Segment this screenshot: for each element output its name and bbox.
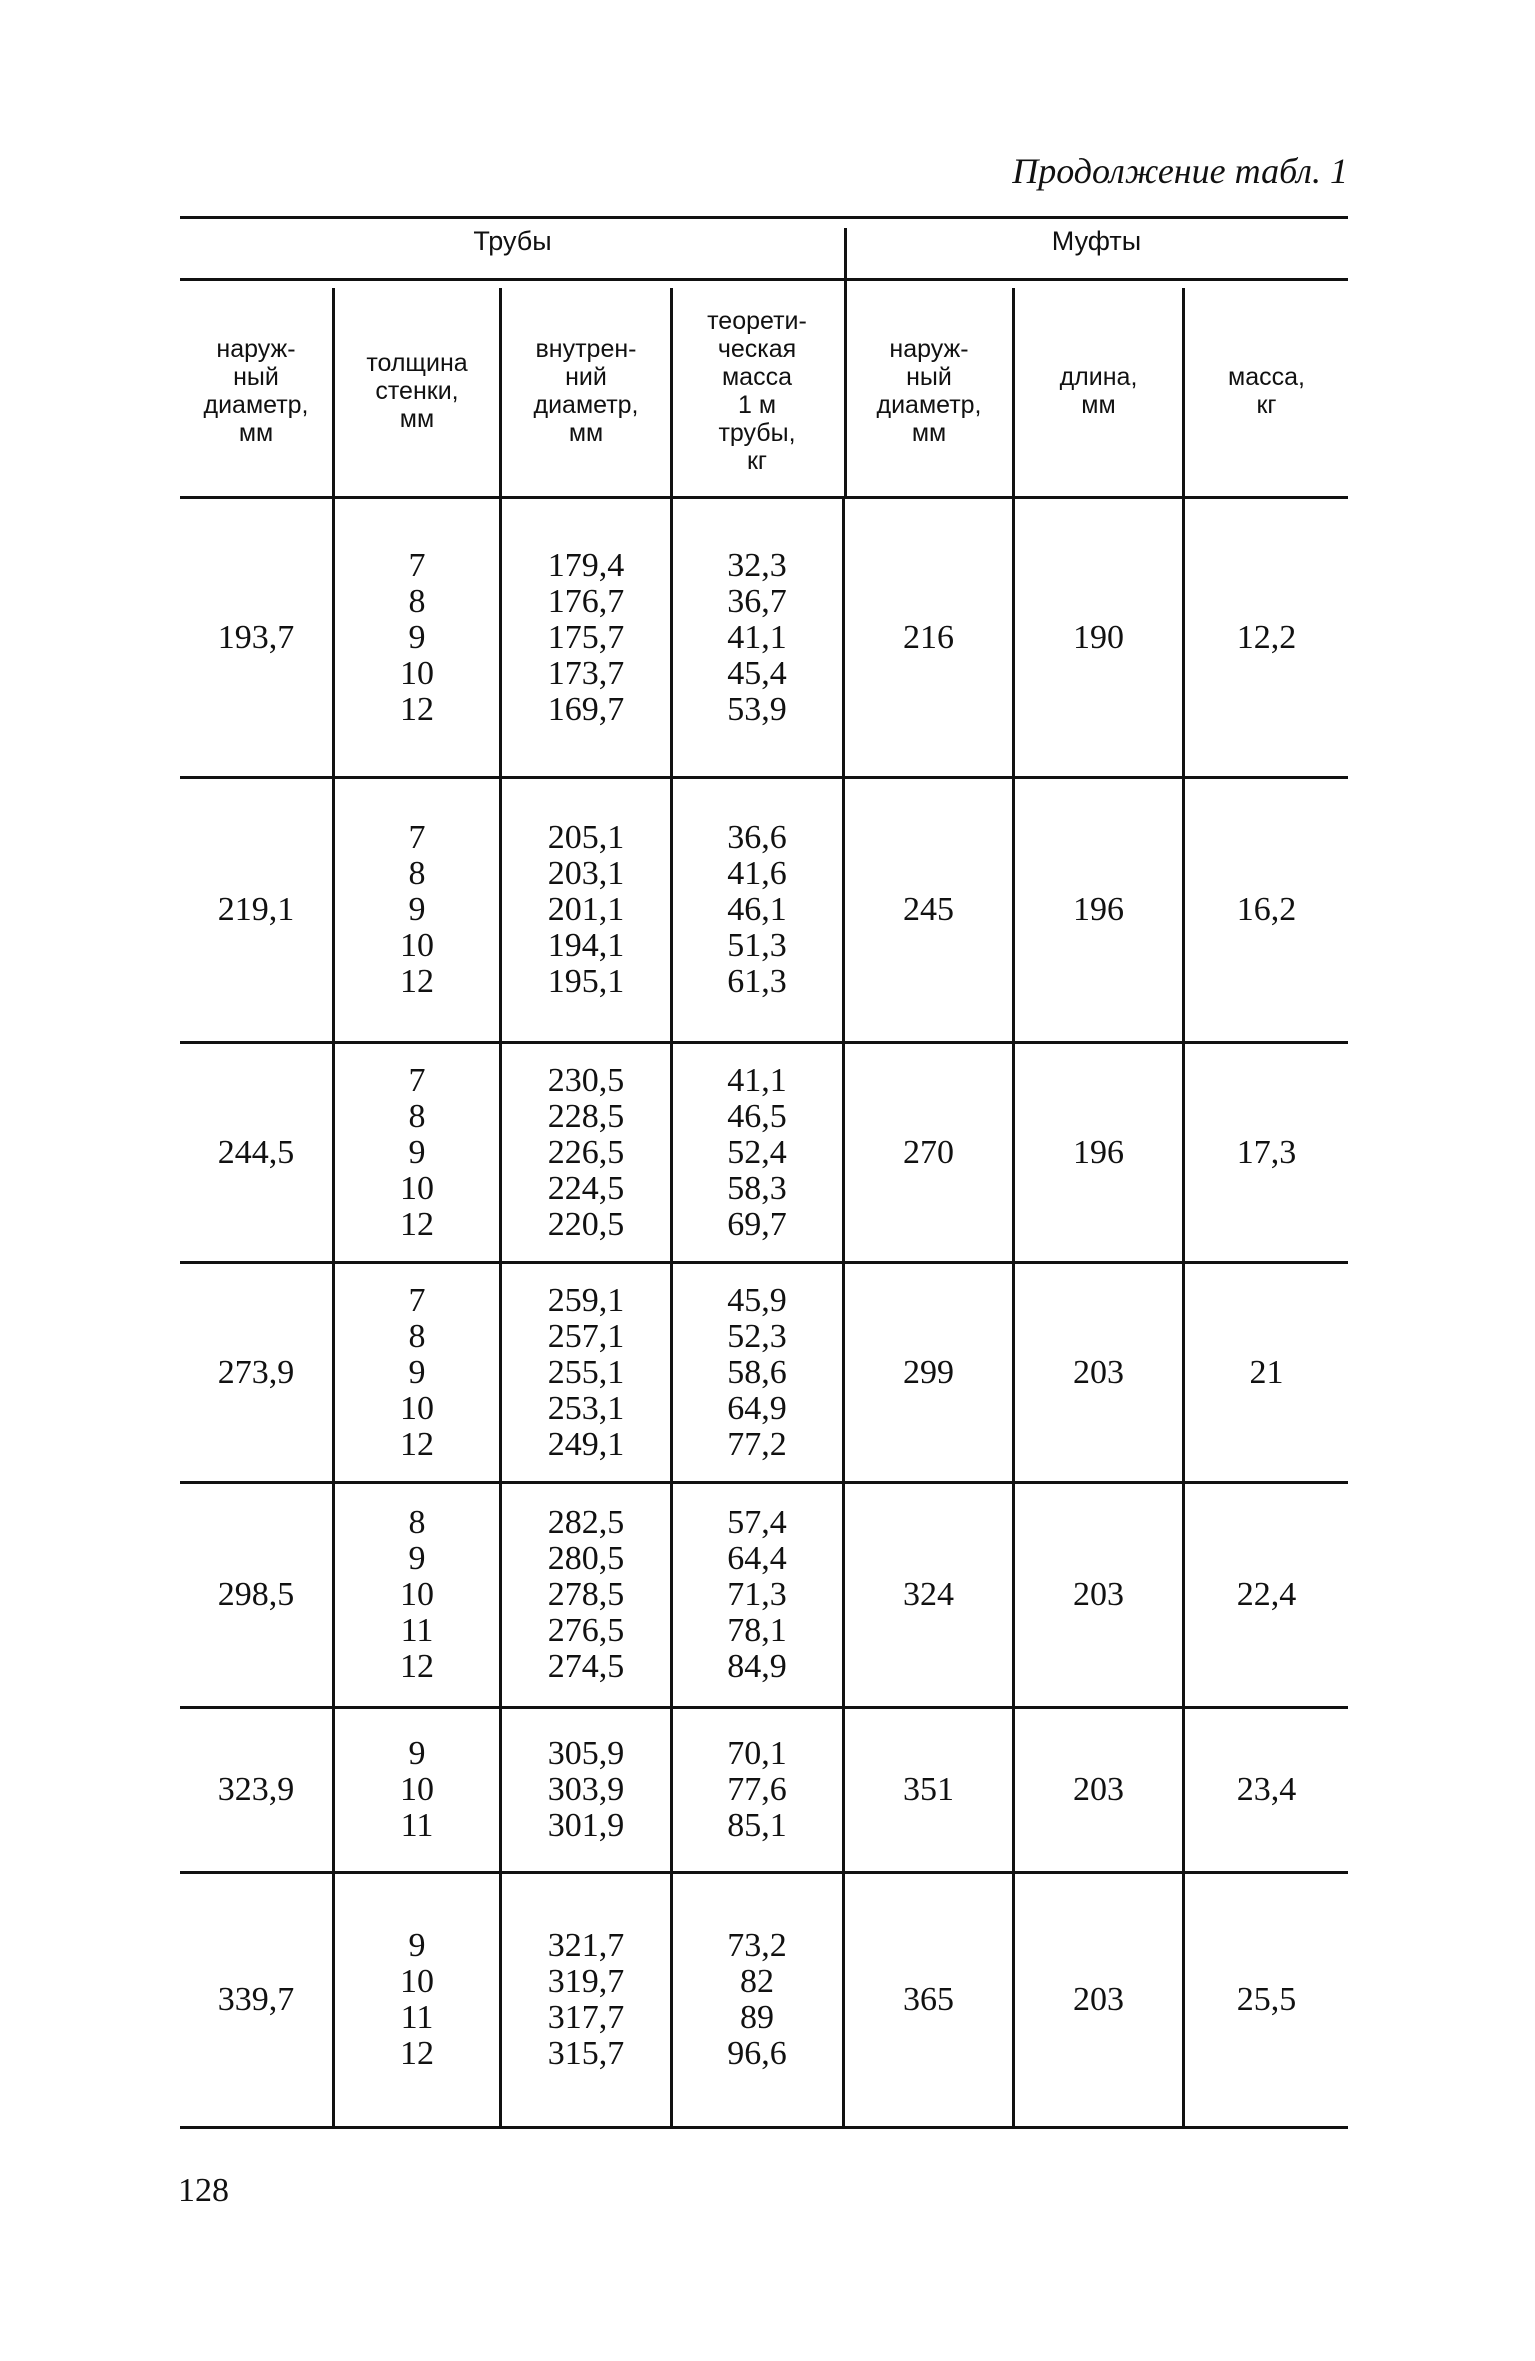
header-divider	[499, 288, 502, 496]
col-theoretical-mass: теорети- ческая масса 1 м трубы, кг	[707, 307, 807, 475]
cell-outer-diameter: 273,9	[217, 1353, 295, 1391]
table-row	[180, 779, 1348, 1041]
cell-theoretical-mass: 36,6 41,6 46,1 51,3 61,3	[727, 819, 787, 1000]
cell-coupling-length: 196	[1073, 891, 1124, 928]
cell-theoretical-mass: 45,9 52,3 58,6 64,9 77,2	[727, 1281, 787, 1463]
column-divider	[499, 499, 502, 2126]
cell-outer-diameter: 339,7	[217, 1981, 295, 2018]
cell-coupling-mass: 23,4	[1236, 1771, 1297, 1808]
table-caption: Продолжение табл. 1	[1012, 151, 1348, 191]
table-row	[180, 1484, 1348, 1706]
cell-wall-thickness: 8 9 10 11 12	[400, 1504, 434, 1685]
column-divider	[842, 499, 845, 2126]
page-number: 128	[178, 2172, 229, 2209]
table-row	[180, 1044, 1348, 1261]
header-divider	[1012, 288, 1015, 496]
cell-inner-diameter: 205,1 203,1 201,1 194,1 195,1	[547, 819, 625, 1000]
cell-coupling-length: 203	[1073, 1981, 1124, 2018]
cell-inner-diameter: 282,5 280,5 278,5 276,5 274,5	[547, 1504, 625, 1685]
header-divider	[670, 288, 673, 496]
cell-outer-diameter: 193,7	[217, 618, 295, 656]
table-row	[180, 499, 1348, 776]
cell-theoretical-mass: 41,1 46,5 52,4 58,3 69,7	[727, 1061, 787, 1243]
table-row	[180, 1874, 1348, 2126]
cell-coupling-outer: 299	[903, 1353, 954, 1391]
header-divider	[332, 288, 335, 496]
cell-theoretical-mass: 73,2 82 89 96,6	[727, 1927, 787, 2072]
group-couplings: Муфты	[1051, 226, 1142, 256]
cell-coupling-mass: 21	[1249, 1353, 1284, 1391]
col-inner-diameter: внутрен- ний диаметр, мм	[533, 335, 639, 447]
cell-theoretical-mass: 57,4 64,4 71,3 78,1 84,9	[727, 1504, 787, 1685]
cell-coupling-mass: 12,2	[1236, 618, 1297, 656]
cell-wall-thickness: 9 10 11	[400, 1735, 434, 1844]
cell-theoretical-mass: 70,1 77,6 85,1	[727, 1735, 787, 1844]
col-outer-diameter: наруж- ный диаметр, мм	[203, 335, 309, 447]
cell-coupling-outer: 351	[903, 1771, 954, 1808]
rule-bottom	[180, 2126, 1348, 2129]
column-divider	[1182, 499, 1185, 2126]
cell-outer-diameter: 219,1	[217, 891, 295, 928]
col-coupling-length: длина, мм	[1059, 363, 1138, 419]
cell-coupling-length: 190	[1073, 618, 1124, 656]
cell-outer-diameter: 323,9	[217, 1771, 295, 1808]
col-coupling-outer: наруж- ный диаметр, мм	[876, 335, 982, 447]
cell-coupling-mass: 25,5	[1236, 1981, 1297, 2018]
cell-coupling-length: 196	[1073, 1133, 1124, 1171]
rule-groups	[180, 278, 1348, 281]
cell-inner-diameter: 230,5 228,5 226,5 224,5 220,5	[547, 1061, 625, 1243]
cell-coupling-length: 203	[1073, 1576, 1124, 1613]
cell-wall-thickness: 7 8 9 10 12	[400, 546, 434, 728]
cell-coupling-mass: 16,2	[1236, 891, 1297, 928]
column-divider	[1012, 499, 1015, 2126]
cell-coupling-outer: 365	[903, 1981, 954, 2018]
cell-wall-thickness: 7 8 9 10 12	[400, 1061, 434, 1243]
cell-coupling-outer: 245	[903, 891, 954, 928]
header-divider	[1182, 288, 1185, 496]
cell-theoretical-mass: 32,3 36,7 41,1 45,4 53,9	[727, 546, 787, 728]
cell-coupling-mass: 22,4	[1236, 1576, 1297, 1613]
table-row	[180, 1264, 1348, 1481]
cell-inner-diameter: 321,7 319,7 317,7 315,7	[547, 1927, 625, 2072]
rule-top	[180, 216, 1348, 219]
cell-coupling-mass: 17,3	[1236, 1133, 1297, 1171]
cell-outer-diameter: 244,5	[217, 1133, 295, 1171]
col-coupling-mass: масса, кг	[1228, 363, 1305, 419]
cell-wall-thickness: 9 10 11 12	[400, 1927, 434, 2072]
cell-wall-thickness: 7 8 9 10 12	[400, 1281, 434, 1463]
cell-coupling-outer: 216	[903, 618, 954, 656]
cell-coupling-outer: 270	[903, 1133, 954, 1171]
cell-wall-thickness: 7 8 9 10 12	[400, 819, 434, 1000]
cell-coupling-length: 203	[1073, 1771, 1124, 1808]
cell-coupling-length: 203	[1073, 1353, 1124, 1391]
cell-inner-diameter: 259,1 257,1 255,1 253,1 249,1	[547, 1281, 625, 1463]
column-divider	[670, 499, 673, 2126]
column-divider	[332, 499, 335, 2126]
cell-inner-diameter: 305,9 303,9 301,9	[547, 1735, 625, 1844]
group-pipes: Трубы	[473, 226, 552, 256]
cell-inner-diameter: 179,4 176,7 175,7 173,7 169,7	[547, 546, 625, 728]
table-row	[180, 1709, 1348, 1871]
cell-coupling-outer: 324	[903, 1576, 954, 1613]
col-wall-thickness: толщина стенки, мм	[366, 349, 468, 433]
cell-outer-diameter: 298,5	[217, 1576, 295, 1613]
